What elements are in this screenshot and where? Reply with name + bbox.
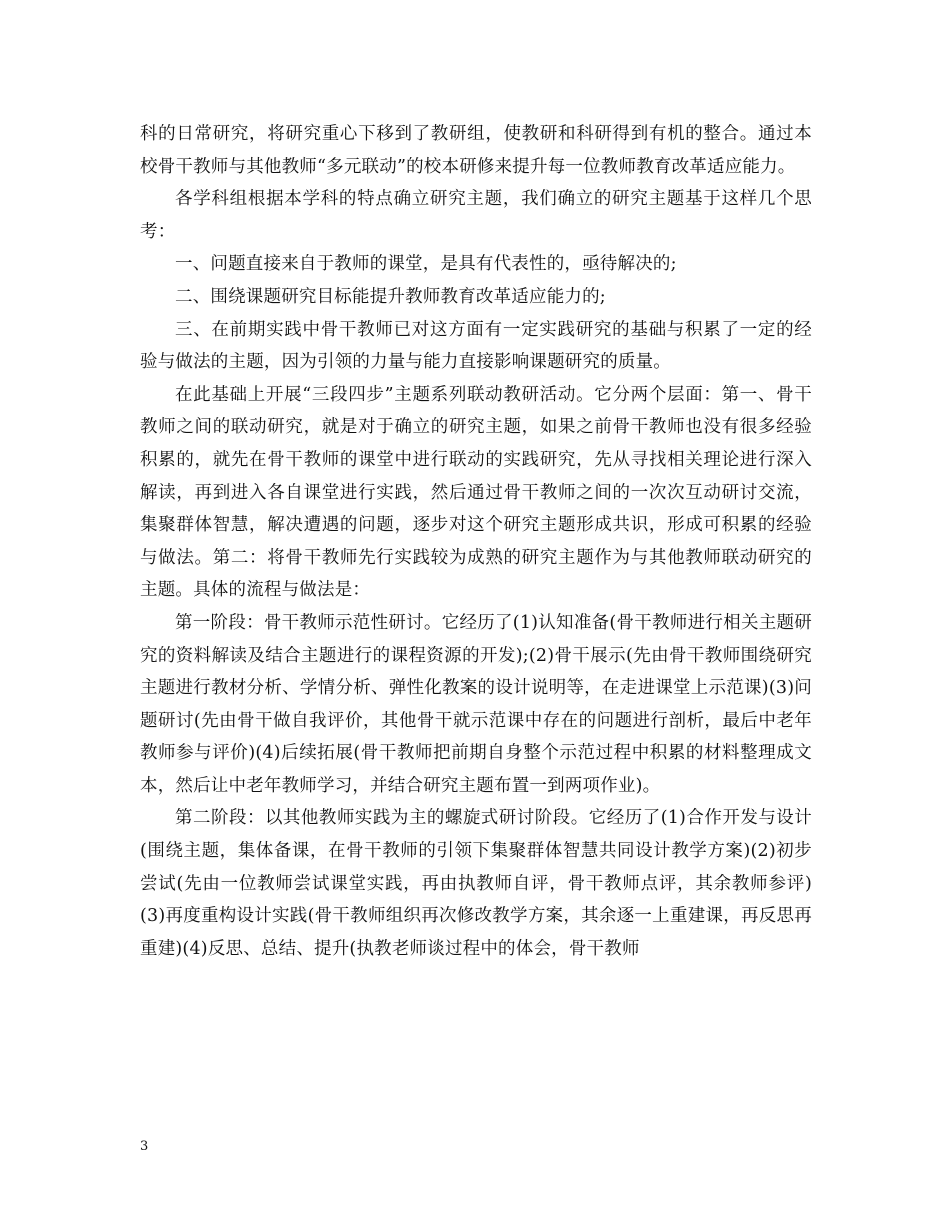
paragraph-point-one: 一、问题直接来自于教师的课堂，是具有代表性的，亟待解决的;: [175, 254, 677, 275]
paragraph-stage-one: 第一阶段：骨干教师示范性研讨。它经历了(1)认知准备(骨干教师进行相关主题研究的资料解读及结合主题进行的课程资源的开发);(2)骨干展示(先由骨干教师围绕研究主题进行教材分析、学情分析、弹性化教案的设计说明等，在走进课堂上示范课)(3)问题研讨(先由骨干做自我评价，其他骨干就示范课中存在的问题进行剖析，最后中老年教师参与评价)(4)后续拓展(骨干教师把前期自身整个示范过程中积累的材料整理成文本，然后让中老年教师学习，并结合研究主题布置一到两项作业)。: [140, 612, 812, 796]
paragraph-activity-overview: 在此基础上开展“三段四步”主题系列联动教研活动。它分两个层面：第一、骨干教师之间的联动研究，就是对于确立的研究主题，如果之前骨干教师也没有很多经验积累的，就先在骨干教师的课堂中进行联动的实践研究，先从寻找相关理论进行深入解读，再到进入各自课堂进行实践，然后通过骨干教师之间的一次次互动研讨交流，集聚群体智慧，解决遭遇的问题，逐步对这个研究主题形成共识，形成可积累的经验与做法。第二：将骨干教师先行实践较为成熟的研究主题作为与其他教师联动研究的主题。具体的流程与做法是：: [140, 384, 812, 601]
paragraph-research-theme-intro: 各学科组根据本学科的特点确立研究主题，我们确立的研究主题基于这样几个思考：: [140, 189, 812, 242]
paragraph-continued: 科的日常研究，将研究重心下移到了教研组，使教研和科研得到有机的整合。通过本校骨干教师与其他教师“多元联动”的校本研修来提升每一位教师教育改革适应能力。: [140, 124, 812, 177]
paragraph-point-two: 二、围绕课题研究目标能提升教师教育改革适应能力的;: [175, 286, 606, 307]
paragraph-point-three: 三、在前期实践中骨干教师已对这方面有一定实践研究的基础与积累了一定的经验与做法的主题，因为引领的力量与能力直接影响课题研究的质量。: [140, 319, 812, 373]
page-number: 3: [140, 1139, 149, 1154]
paragraph-stage-two: 第二阶段：以其他教师实践为主的螺旋式研讨阶段。它经历了(1)合作开发与设计(围绕主题，集体备课，在骨干教师的引领下集聚群体智慧共同设计教学方案)(2)初步尝试(先由一位教师尝试课堂实践，再由执教师自评，骨干教师点评，其余教师参评)(3)再度重构设计实践(骨干教师组织再次修改教学方案，其余逐一上重建课，再反思再重建)(4)反思、总结、提升(执教老师谈过程中的体会，骨干教师: [140, 808, 812, 959]
document-body: [140, 118, 812, 965]
